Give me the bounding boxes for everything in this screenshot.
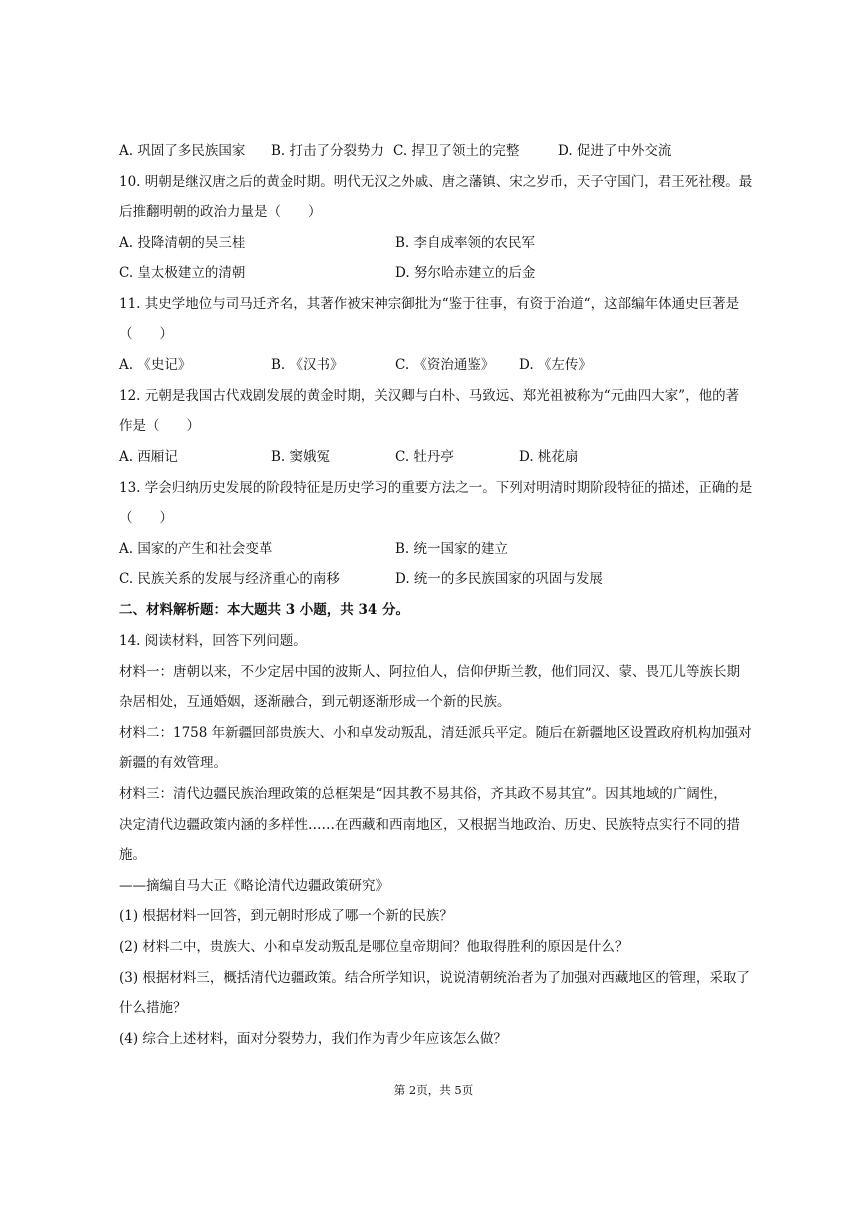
q14-material3-line2: 决定清代边疆政策内涵的多样性……在西藏和西南地区，又根据当地政治、历史、民族特点实行不同的措 <box>119 817 740 833</box>
q14-subquestion-3-line1: (3) 根据材料三，概括清代边疆政策。结合所学知识，说说清朝统治者为了加强对西藏地区的管理，采取了 <box>119 970 750 986</box>
q9-option-d: D. 促进了中外交流 <box>558 143 672 159</box>
section2-heading: 二、材料解析题：本大题共 3 小题，共 34 分。 <box>119 602 409 618</box>
q10-option-c: C. 皇太极建立的清朝 <box>119 265 246 281</box>
q12-option-a: A. 西厢记 <box>119 449 178 465</box>
q14-material2-line1: 材料二：1758 年新疆回部贵族大、小和卓发动叛乱，清廷派兵平定。随后在新疆地区设置政府机构加强对 <box>119 725 752 741</box>
q10-option-b: B. 李自成率领的农民军 <box>395 235 536 251</box>
q14-subquestion-3-line2: 什么措施？ <box>119 1000 187 1016</box>
q11-stem-line1: 11. 其史学地位与司马迁齐名，其著作被宋神宗御批为“鉴于往事，有资于治道“，这部编年体通史巨著是 <box>119 296 740 312</box>
q10-stem-line2: 后推翻明朝的政治力量是（ ） <box>119 204 322 220</box>
q12-option-c: C. 牡丹亭 <box>395 449 454 465</box>
q12-stem-line1: 12. 元朝是我国古代戏剧发展的黄金时期，关汉卿与白朴、马致远、郑光祖被称为“元曲四大家”，他的著 <box>119 388 740 404</box>
q10-stem-line1: 10. 明朝是继汉唐之后的黄金时期。明代无汉之外戚、唐之藩镇、宋之岁币，天子守国门，君王死社稷。最 <box>119 174 753 190</box>
q10-option-d: D. 努尔哈赤建立的后金 <box>395 265 536 281</box>
q14-material2-line2: 新疆的有效管理。 <box>119 755 227 771</box>
q13-option-d: D. 统一的多民族国家的巩固与发展 <box>395 571 603 587</box>
q9-option-a: A. 巩固了多民族国家 <box>119 143 246 159</box>
q14-material1-line1: 材料一：唐朝以来，不少定居中国的波斯人、阿拉伯人，信仰伊斯兰教，他们同汉、蒙、畏兀儿等族长期 <box>119 664 740 680</box>
q9-option-c: C. 捍卫了领土的完整 <box>393 143 520 159</box>
q14-material1-line2: 杂居相处，互通婚姻，逐渐融合，到元朝逐渐形成一个新的民族。 <box>119 694 511 710</box>
page-number: 第 2页，共 5页 <box>393 1083 474 1097</box>
q13-stem-line2: （ ） <box>119 510 173 526</box>
q11-option-c: C. 《资治通鉴》 <box>395 357 495 373</box>
q13-option-a: A. 国家的产生和社会变革 <box>119 541 273 557</box>
q14-material3-line1: 材料三：清代边疆民族治理政策的总框架是“因其教不易其俗，齐其政不易其宜”。因其地域的广阔性， <box>119 786 727 802</box>
q14-subquestion-4: (4) 综合上述材料，面对分裂势力，我们作为青少年应该怎么做？ <box>119 1031 507 1047</box>
q9-option-b: B. 打击了分裂势力 <box>271 143 385 159</box>
q14-material3-line3: 施。 <box>119 847 146 863</box>
q11-stem-line2: （ ） <box>119 326 173 342</box>
q11-option-a: A. 《史记》 <box>119 357 192 373</box>
q13-stem-line1: 13. 学会归纳历史发展的阶段特征是历史学习的重要方法之一。下列对明清时期阶段特征的描述，正确的是 <box>119 480 753 496</box>
q14-intro: 14. 阅读材料，回答下列问题。 <box>119 633 307 649</box>
q11-option-b: B. 《汉书》 <box>271 357 344 373</box>
q11-option-d: D. 《左传》 <box>519 357 592 373</box>
q12-option-d: D. 桃花扇 <box>519 449 579 465</box>
q14-subquestion-2: (2) 材料二中，贵族大、小和卓发动叛乱是哪位皇帝期间？他取得胜利的原因是什么？ <box>119 939 629 955</box>
q12-option-b: B. 窦娥冤 <box>271 449 331 465</box>
q14-source: ——摘编自马大正《略论清代边疆政策研究》 <box>119 878 389 894</box>
q13-option-b: B. 统一国家的建立 <box>395 541 509 557</box>
q14-subquestion-1: (1) 根据材料一回答，到元朝时形成了哪一个新的民族？ <box>119 908 453 924</box>
q10-option-a: A. 投降清朝的吴三桂 <box>119 235 246 251</box>
q12-stem-line2: 作是（ ） <box>119 418 200 434</box>
q13-option-c: C. 民族关系的发展与经济重心的南移 <box>119 571 340 587</box>
